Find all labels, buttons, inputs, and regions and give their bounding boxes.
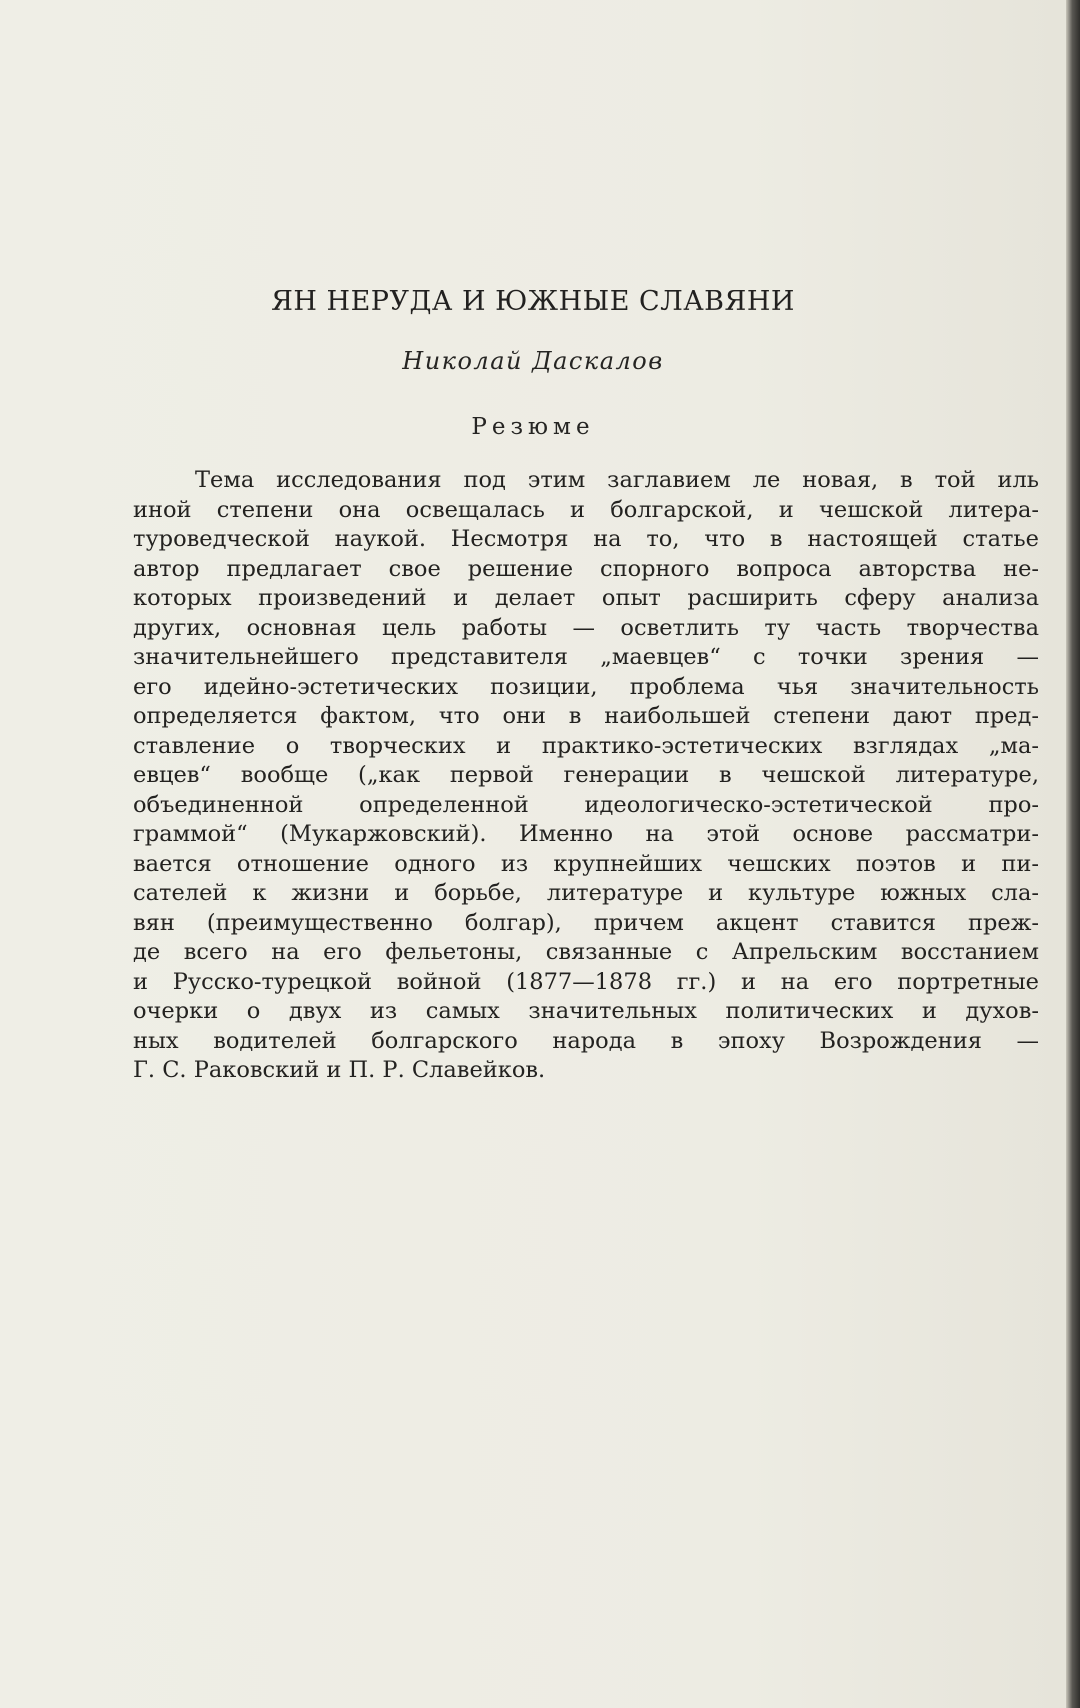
- summary-line: автор предлагает свое решение спорного вопроса авторства не-: [133, 555, 1039, 582]
- summary-line: вается отношение одного из крупнейших чешских поэтов и пи-: [133, 850, 1039, 877]
- summary-line: ных водителей болгарского народа в эпоху Возрождения —: [133, 1027, 1039, 1054]
- summary-line: других, основная цель работы — осветлить ту часть творчества: [133, 614, 1039, 641]
- page-edge-shadow: [1066, 0, 1080, 1708]
- summary-line: объединенной определенной идеологическо-эстетической про-: [133, 791, 1039, 818]
- summary-line: которых произведений и делает опыт расширить сферу анализа: [133, 585, 1039, 611]
- summary-line: очерки о двух из самых значительных политических и духов-: [133, 998, 1039, 1024]
- section-heading: Резюме: [471, 414, 595, 440]
- summary-line: Г. С. Раковский и П. Р. Славейков.: [133, 1057, 546, 1083]
- summary-line: ставление о творческих и практико-эстетических взглядах „ма-: [133, 732, 1039, 759]
- summary-paragraph: [133, 466, 1039, 1086]
- summary-line: сателей к жизни и борьбе, литературе и культуре южных сла-: [133, 880, 1039, 906]
- article-title: ЯН НЕРУДА И ЮЖНЫЕ СЛАВЯНИ: [271, 286, 795, 317]
- summary-line: иной степени она освещалась и болгарской, и чешской литера-: [133, 496, 1039, 523]
- summary-line: туроведческой наукой. Несмотря на то, что в настоящей статье: [133, 526, 1039, 552]
- summary-line: Тема исследования под этим заглавием ле новая, в той иль: [195, 467, 1039, 493]
- summary-line: определяется фактом, что они в наибольшей степени дают пред-: [133, 703, 1039, 729]
- summary-line: де всего на его фельетоны, связанные с Апрельским восстанием: [133, 939, 1039, 965]
- summary-line: евцев“ вообще („как первой генерации в чешской литературе,: [133, 762, 1039, 788]
- summary-line: вян (преимущественно болгар), причем акцент ставится преж-: [133, 909, 1039, 936]
- summary-line: значительнейшего представителя „маевцев“ с точки зрения —: [133, 644, 1039, 670]
- author-name: Николай Даскалов: [402, 347, 664, 375]
- summary-line: его идейно-эстетических позиции, проблема чья значительность: [133, 673, 1039, 700]
- summary-line: граммой“ (Мукаржовский). Именно на этой основе рассматри-: [133, 821, 1039, 847]
- summary-line: и Русско-турецкой войной (1877—1878 гг.) и на его портретные: [133, 968, 1039, 995]
